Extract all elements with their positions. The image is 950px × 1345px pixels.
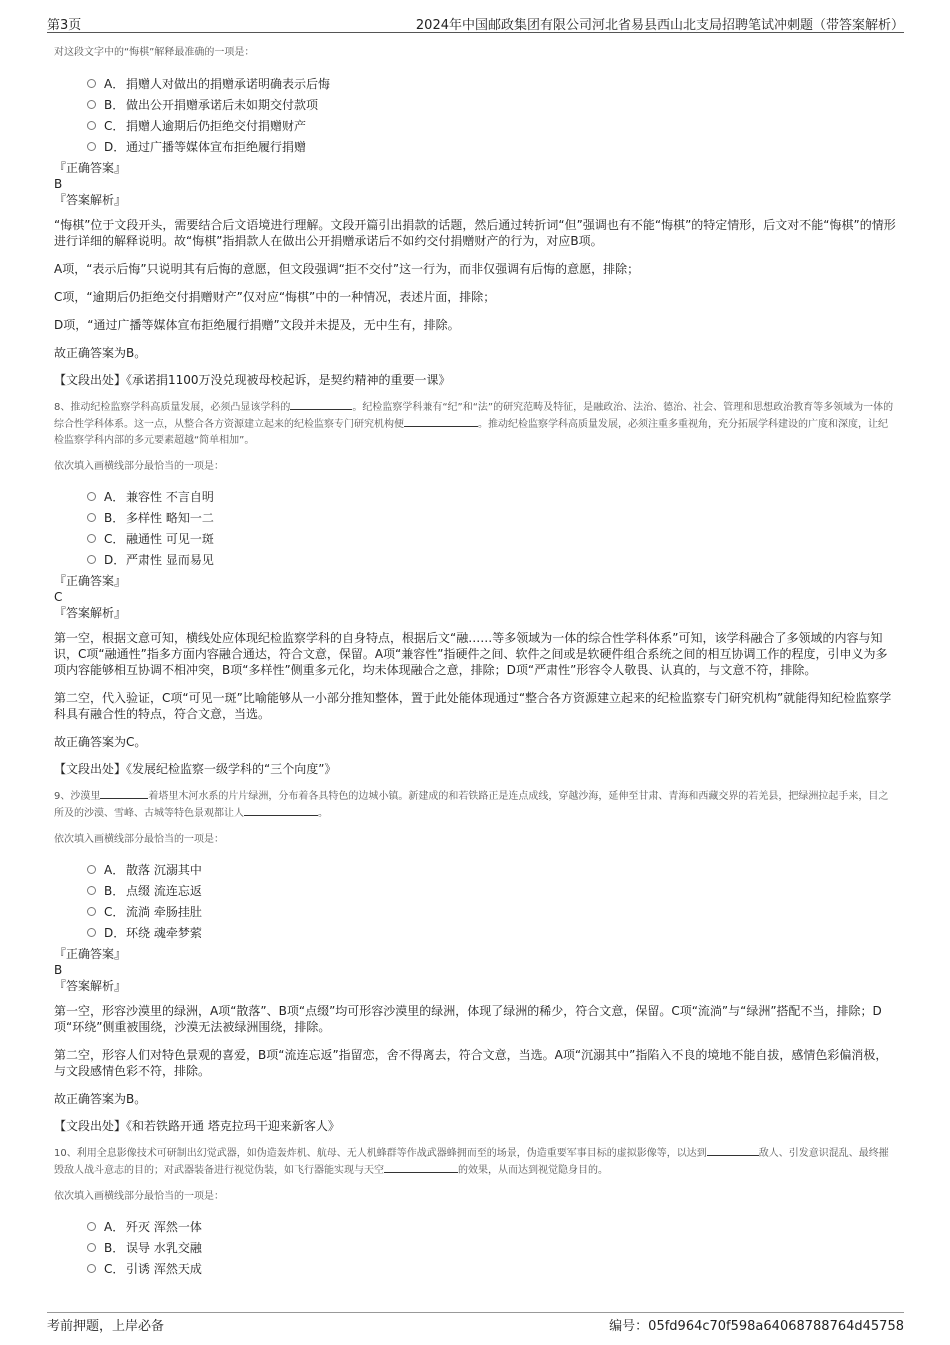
- question-instruction: 依次填入画横线部分最恰当的一项是：: [54, 1191, 224, 1202]
- option-d[interactable]: D．通过广播等媒体宣布拒绝履行捐赠: [87, 137, 896, 158]
- option-c[interactable]: C． 捐赠人逾期后仍拒绝交付捐赠财产: [87, 116, 896, 137]
- radio-icon[interactable]: [87, 886, 96, 895]
- option-list: [54, 1217, 896, 1280]
- analysis-label: 『答案解析』: [54, 193, 127, 207]
- option-d[interactable]: D．环绕 魂牵梦萦: [87, 923, 896, 944]
- question-stem: 8、推动纪检监察学科高质量发展，必须凸显该学科的 。纪检监察学科兼有“纪”和“法”的研究范畴及特征，是融政治、法治、德治、社会、管理和思想政治教育等多领域为一体的综合性学科体系。这一点，从整合各方资源建立起来的纪检监察专门研究机构便 。推动纪检监察学科高质量发展，必须注重多重视角，充分拓展学科建设的广度和深度，让纪检监察学科内部的多元要素超越“简单相加”。: [54, 399, 896, 449]
- fill-blank: [100, 788, 148, 799]
- radio-icon[interactable]: [87, 492, 96, 501]
- option-b[interactable]: B． 误导 水乳交融: [87, 1238, 896, 1259]
- option-list: [54, 74, 896, 158]
- radio-icon[interactable]: [87, 555, 96, 564]
- page-footer: [47, 1312, 904, 1337]
- radio-icon[interactable]: [87, 1243, 96, 1252]
- radio-icon[interactable]: [87, 1222, 96, 1231]
- source-citation: 【文段出处】《发展纪检监察一级学科的“三个向度”》: [54, 762, 337, 776]
- analysis-conclusion: 故正确答案为B。: [54, 1092, 147, 1106]
- radio-icon[interactable]: [87, 907, 96, 916]
- radio-icon[interactable]: [87, 513, 96, 522]
- analysis-paragraph: “悔棋”位于文段开头，需要结合后文语境进行理解。文段开篇引出捐款的话题，然后通过转折词“但”强调也有不能“悔棋”的特定情形，后文对不能“悔棋”的情形进行详细的解释说明。故“悔棋”指捐款人在做出公开捐赠承诺后不如约交付捐赠财产的行为，对应B项。: [54, 218, 896, 248]
- radio-icon[interactable]: [87, 142, 96, 151]
- analysis-paragraph: A项，“表示后悔”只说明其有后悔的意愿，但文段强调“拒不交付”这一行为，而非仅强调有后悔的意愿，排除；: [54, 262, 640, 276]
- answer-value: B: [54, 177, 63, 191]
- fill-blank: [244, 805, 318, 816]
- option-list: [54, 860, 896, 944]
- document-title: 2024年中国邮政集团有限公司河北省易县西山北支局招聘笔试冲刺题（带答案解析）: [415, 18, 904, 33]
- option-a[interactable]: A． 歼灭 浑然一体: [87, 1217, 896, 1238]
- option-a[interactable]: A． 散落 沉溺其中: [87, 860, 896, 881]
- document-id: 编号：05fd964c70f598a64068788764d45758: [609, 1319, 904, 1334]
- option-c[interactable]: C． 融通性 可见一斑: [87, 529, 896, 550]
- option-a[interactable]: A． 兼容性 不言自明: [87, 487, 896, 508]
- analysis-label: 『答案解析』: [54, 979, 127, 993]
- fill-blank: [384, 1162, 458, 1173]
- source-citation: 【文段出处】《承诺捐1100万没兑现被母校起诉，是契约精神的重要一课》: [54, 373, 451, 387]
- analysis-paragraph: 第二空，形容人们对特色景观的喜爱，B项“流连忘返”指留恋，舍不得离去，符合文意，当选。A项“沉溺其中”指陷入不良的境地不能自拔，感情色彩偏消极，与文段感情色彩不符，排除。: [54, 1048, 888, 1078]
- question-instruction: 依次填入画横线部分最恰当的一项是：: [54, 461, 224, 472]
- footer-slogan: 考前押题，上岸必备: [47, 1319, 165, 1334]
- option-c[interactable]: C． 引诱 浑然天成: [87, 1259, 896, 1280]
- analysis-label: 『答案解析』: [54, 606, 127, 620]
- analysis-conclusion: 故正确答案为C。: [54, 735, 147, 749]
- option-a[interactable]: A． 捐赠人对做出的捐赠承诺明确表示后悔: [87, 74, 896, 95]
- answer-label: 『正确答案』: [54, 574, 127, 588]
- option-b[interactable]: B． 多样性 略知一二: [87, 508, 896, 529]
- radio-icon[interactable]: [87, 534, 96, 543]
- source-citation: 【文段出处】《和若铁路开通 塔克拉玛干迎来新客人》: [54, 1119, 340, 1133]
- analysis-conclusion: 故正确答案为B。: [54, 346, 147, 360]
- page-number: 第3页: [47, 18, 82, 33]
- question-stem: 10、利用全息影像技术可研制出幻觉武器，如伪造轰炸机、航母、无人机蜂群等作战武器蜂拥而至的场景，伪造重要军事目标的虚拟影像等，以达到 敌人、引发意识混乱、最终摧毁敌人战斗意志的目的；对武器装备进行视觉伪装，如飞行器能实现与天空 的效果，从而达到视觉隐身目的。: [54, 1145, 896, 1179]
- answer-value: B: [54, 963, 63, 977]
- option-list: [54, 487, 896, 571]
- radio-icon[interactable]: [87, 928, 96, 937]
- question-instruction: 对这段文字中的“悔棋”解释最准确的一项是：: [54, 47, 255, 58]
- answer-label: 『正确答案』: [54, 947, 127, 961]
- analysis-paragraph: 第一空，根据文意可知，横线处应体现纪检监察学科的自身特点，根据后文“融……等多领域为一体的综合性学科体系”可知，该学科融合了多领域的内容与知识，C项“融通性”指多方面内容融合通达，符合文意，保留。A项“兼容性”指硬件之间、软件之间或是软硬件组合系统之间的相互协调工作的程度，引申义为多项内容能够相互协调不相冲突，B项“多样性”侧重多元化，均未体现融合之意，排除；D项“严肃性”形容令人敬畏、认真的，与文意不符，排除。: [54, 631, 888, 677]
- radio-icon[interactable]: [87, 121, 96, 130]
- question-instruction: 依次填入画横线部分最恰当的一项是：: [54, 834, 224, 845]
- page-header: [47, 14, 904, 33]
- analysis-paragraph: 第二空，代入验证，C项“可见一斑”比喻能够从一小部分推知整体，置于此处能体现通过“整合各方资源建立起来的纪检监察专门研究机构”就能得知纪检监察学科具有融合性的特点，符合文意，当选。: [54, 691, 892, 721]
- answer-value: C: [54, 590, 63, 604]
- analysis-paragraph: D项，“通过广播等媒体宣布拒绝履行捐赠”文段并未提及，无中生有，排除。: [54, 318, 460, 332]
- analysis-paragraph: 第一空，形容沙漠里的绿洲，A项“散落”、B项“点缀”均可形容沙漠里的绿洲，体现了绿洲的稀少，符合文意，保留。C项“流淌”与“绿洲”搭配不当，排除；D项“环绕”侧重被围绕，沙漠无法被绿洲围绕，排除。: [54, 1004, 882, 1034]
- analysis-paragraph: C项，“逾期后仍拒绝交付捐赠财产”仅对应“悔棋”中的一种情况，表述片面，排除；: [54, 290, 496, 304]
- radio-icon[interactable]: [87, 1264, 96, 1273]
- question-stem: 9、沙漠里 着塔里木河水系的片片绿洲，分布着各具特色的边城小镇。新建成的和若铁路正是连点成线，穿越沙海，延伸至甘肃、青海和西藏交界的若羌县，把绿洲拉起手来，目之所及的沙漠、雪峰、古城等特色景观都让人 。: [54, 788, 896, 822]
- option-b[interactable]: B． 做出公开捐赠承诺后未如期交付款项: [87, 95, 896, 116]
- radio-icon[interactable]: [87, 865, 96, 874]
- document-body: [54, 44, 896, 1280]
- fill-blank: [707, 1145, 759, 1156]
- option-d[interactable]: D．严肃性 显而易见: [87, 550, 896, 571]
- radio-icon[interactable]: [87, 100, 96, 109]
- fill-blank: [404, 416, 478, 427]
- answer-label: 『正确答案』: [54, 161, 127, 175]
- radio-icon[interactable]: [87, 79, 96, 88]
- option-c[interactable]: C． 流淌 牵肠挂肚: [87, 902, 896, 923]
- option-b[interactable]: B． 点缀 流连忘返: [87, 881, 896, 902]
- fill-blank: [290, 399, 352, 410]
